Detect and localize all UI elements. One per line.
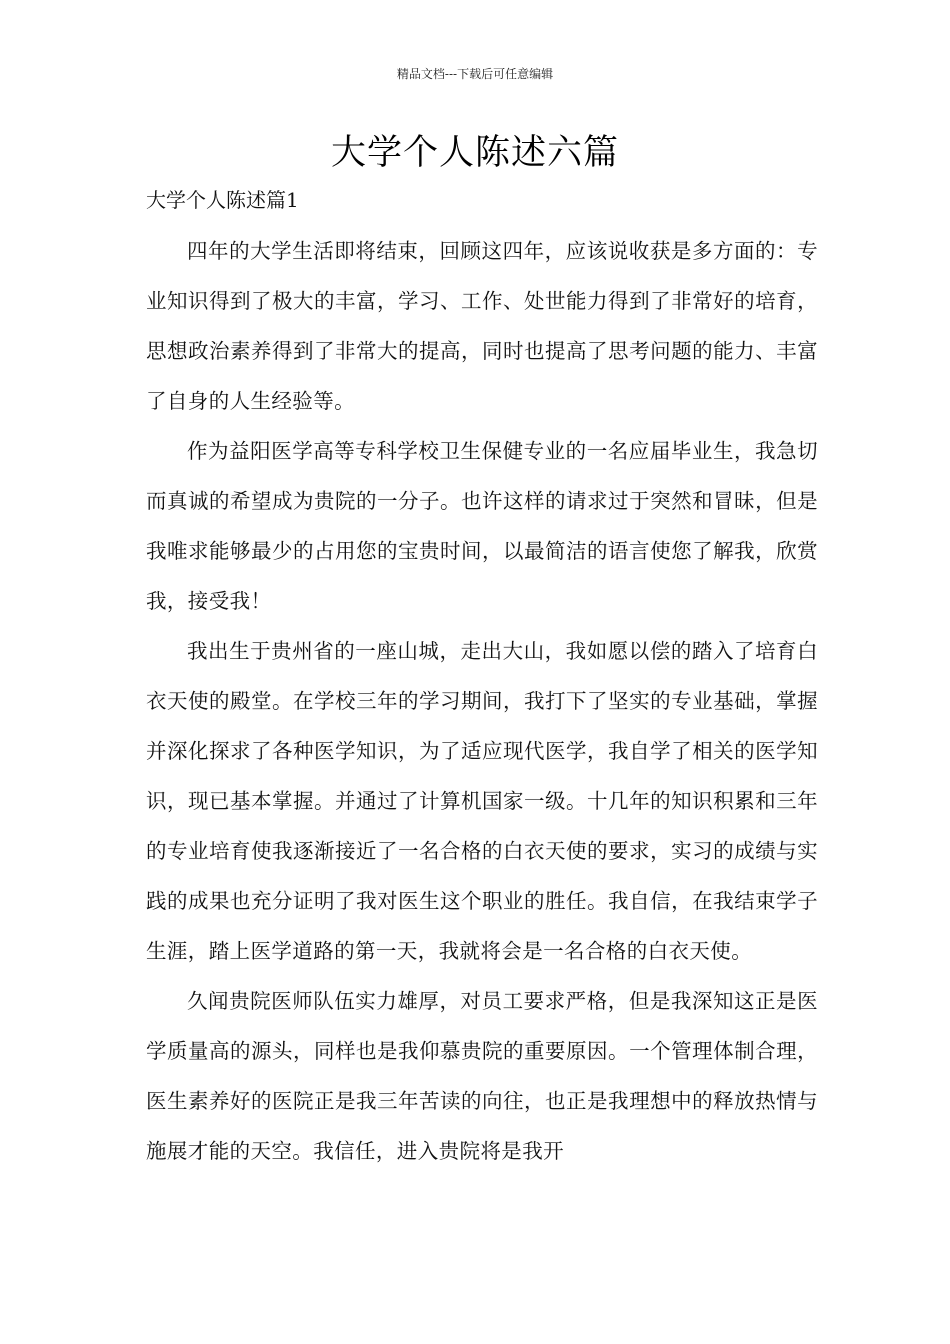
- header-note: 精品文档---下载后可任意编辑: [396, 67, 554, 81]
- paragraph-1: 四年的大学生活即将结束，回顾这四年，应该说收获是多方面的：专业知识得到了极大的丰富，学习、工作、处世能力得到了非常好的培育，思想政治素养得到了非常大的提高，同时也提高了思考问题的能力、丰富了自身的人生经验等。: [146, 239, 818, 413]
- section-heading: 大学个人陈述篇1: [146, 188, 299, 212]
- paragraph-2: 作为益阳医学高等专科学校卫生保健专业的一名应届毕业生，我急切而真诚的希望成为贵院的一分子。也许这样的请求过于突然和冒昧，但是我唯求能够最少的占用您的宝贵时间，以最简洁的语言使您了解我，欣赏我，接受我！: [146, 439, 818, 613]
- document-title: 大学个人陈述六篇: [330, 133, 619, 173]
- paragraph-3: 我出生于贵州省的一座山城，走出大山，我如愿以偿的踏入了培育白衣天使的殿堂。在学校三年的学习期间，我打下了坚实的专业基础，掌握并深化探求了各种医学知识，为了适应现代医学，我自学了相关的医学知识，现已基本掌握。并通过了计算机国家一级。十几年的知识积累和三年的专业培育使我逐渐接近了一名合格的白衣天使的要求，实习的成绩与实践的成果也充分证明了我对医生这个职业的胜任。我自信，在我结束学子生涯，踏上医学道路的第一天，我就将会是一名合格的白衣天使。: [146, 639, 818, 963]
- body-text: [146, 226, 818, 1176]
- paragraph-4: 久闻贵院医师队伍实力雄厚，对员工要求严格，但是我深知这正是医学质量高的源头，同样也是我仰慕贵院的重要原因。一个管理体制合理，医生素养好的医院正是我三年苦读的向往，也正是我理想中的释放热情与施展才能的天空。我信任，进入贵院将是我开: [146, 989, 818, 1163]
